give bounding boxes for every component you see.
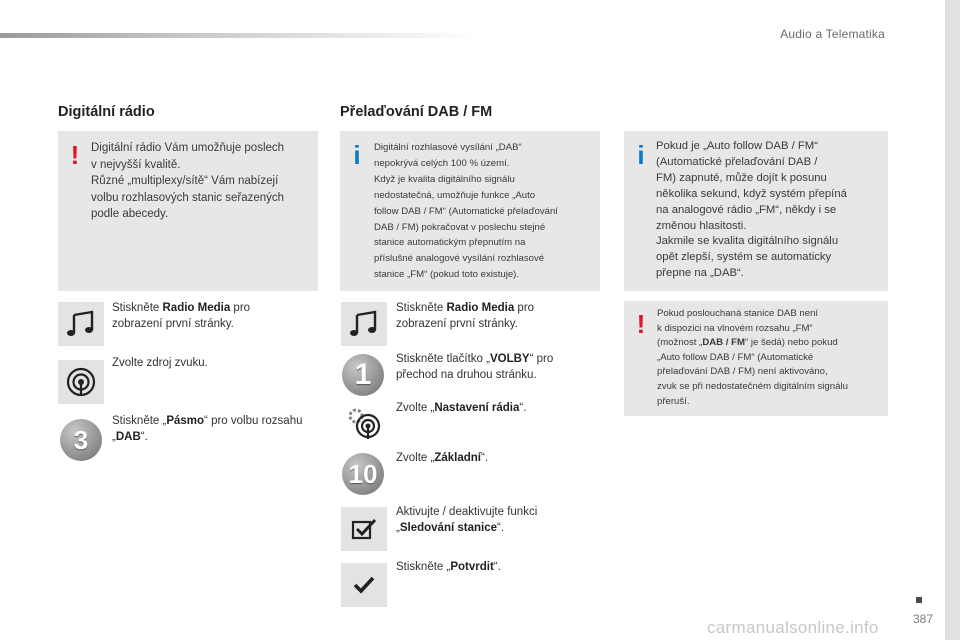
info-line: příslušné analogové vysílání rozhlasové <box>374 253 545 265</box>
left-step-2-text: Zvolte zdroj zvuku. <box>112 357 208 369</box>
checkmark-icon <box>341 563 387 607</box>
warning-icon: ! <box>636 309 646 339</box>
checkbox-icon <box>341 507 387 551</box>
middle-step-6-text: Stiskněte „Potvrdit“. <box>396 561 501 573</box>
info-line: na analogové rádio „FM“, někdy i se <box>656 203 837 216</box>
warning-line: v nejvyšší kvalitě. <box>91 158 181 171</box>
middle-step-3-text: Zvolte „Nastavení rádia“. <box>396 402 527 414</box>
warning-line: podle abecedy. <box>91 208 169 220</box>
middle-step-2-text: Stiskněte tlačítko „VOLBY“ pro přechod na druhou stránku. <box>396 353 554 381</box>
warning-line: Digitální rádio Vám umožňuje poslech <box>91 142 285 154</box>
info-line: nepokrývá celých 100 % území. <box>374 157 510 169</box>
info-text <box>656 139 847 282</box>
radio-media-label: Radio Media <box>162 302 231 314</box>
middle-step-4-text: Zvolte „Základní“. <box>396 452 489 464</box>
info-line: stanice „FM“ (pokud toto existuje). <box>374 269 520 281</box>
watermark: carmanualsonline.info <box>707 618 879 637</box>
number-1-badge: 1 <box>342 354 384 396</box>
warning-line: „Auto follow DAB / FM“ (Automatické <box>657 351 814 363</box>
info-note-dab <box>340 131 600 291</box>
page-number: 387 <box>913 612 934 626</box>
warning-line: Pokud poslouchaná stanice DAB není <box>657 308 819 319</box>
info-line: změnou hlasitosti. <box>656 219 747 232</box>
warning-line: k dispozici na vlnovém rozsahu „FM“ <box>657 322 813 334</box>
warning-line: Různé „multiplexy/sítě“ Vám nabízejí <box>91 175 279 187</box>
middle-step-5-text: Aktivujte / deaktivujte funkci „Sledování stanice“. <box>396 506 538 534</box>
info-line: stanice automatickým přepnutím na <box>374 237 526 249</box>
number-3-badge: 3 <box>60 419 102 461</box>
warning-line: přeruší. <box>657 395 690 407</box>
warning-line: přelaďování DAB / FM) není aktivováno, <box>657 366 828 378</box>
header-bar <box>0 33 480 38</box>
info-line: Digitální rozhlasové vysílání „DAB“ <box>374 142 522 153</box>
info-note-auto-follow <box>624 131 888 291</box>
middle-step-1-text: Stiskněte Radio Media pro zobrazení první stránky. <box>396 302 535 330</box>
info-icon: i <box>637 140 645 170</box>
info-line: několika sekund, když systém přepíná <box>656 187 847 200</box>
info-line: přepne na „DAB“. <box>656 267 744 280</box>
warning-note-digital-radio <box>58 131 318 291</box>
info-line: (Automatické přelaďování DAB / <box>656 155 818 168</box>
warning-line: (možnost „DAB / FM“ je šedá) nebo pokud <box>657 337 838 349</box>
number-10-badge: 10 <box>342 453 384 495</box>
warning-line: zvuk se při nedostatečném digitálním signálu <box>657 380 848 392</box>
left-step-3-text: Stiskněte „Pásmo“ pro volbu rozsahu „DAB“. <box>112 415 303 443</box>
info-line: DAB / FM) pokračovat v poslechu stejné <box>374 221 546 233</box>
warning-line: volbu rozhlasových stanic seřazených <box>91 191 285 204</box>
info-line: opět zlepší, systém se automaticky <box>656 251 832 264</box>
info-line: FM) zapnuté, může dojít k posunu <box>656 171 827 184</box>
info-text <box>374 140 558 283</box>
music-note-icon <box>58 302 104 346</box>
info-line: Jakmile se kvalita digitálního signálu <box>656 235 839 248</box>
music-note-icon <box>341 302 387 346</box>
warning-icon: ! <box>70 140 80 170</box>
warning-text <box>657 307 848 409</box>
section-title-digital-radio: Digitální rádio <box>58 104 155 120</box>
radio-source-icon <box>58 360 104 404</box>
info-line: Pokud je „Auto follow DAB / FM“ <box>656 140 818 152</box>
warning-note-fm <box>624 301 888 416</box>
info-icon: i <box>353 140 361 170</box>
header-title: Audio a Telematika <box>780 27 885 41</box>
warning-text <box>91 140 284 223</box>
info-line: follow DAB / FM“ (Automatické přelaďování <box>374 205 558 217</box>
left-step-1-text: Stiskněte Radio Media pro zobrazení první stránky. <box>112 302 251 330</box>
section-title-dab-fm: Přelaďování DAB / FM <box>340 104 493 120</box>
radio-settings-icon <box>341 402 387 446</box>
page-edge-strip <box>945 0 960 640</box>
info-line: nedostatečná, umožňuje funkce „Auto <box>374 189 536 201</box>
page-marker <box>916 597 922 603</box>
info-line: Když je kvalita digitálního signálu <box>374 173 515 185</box>
